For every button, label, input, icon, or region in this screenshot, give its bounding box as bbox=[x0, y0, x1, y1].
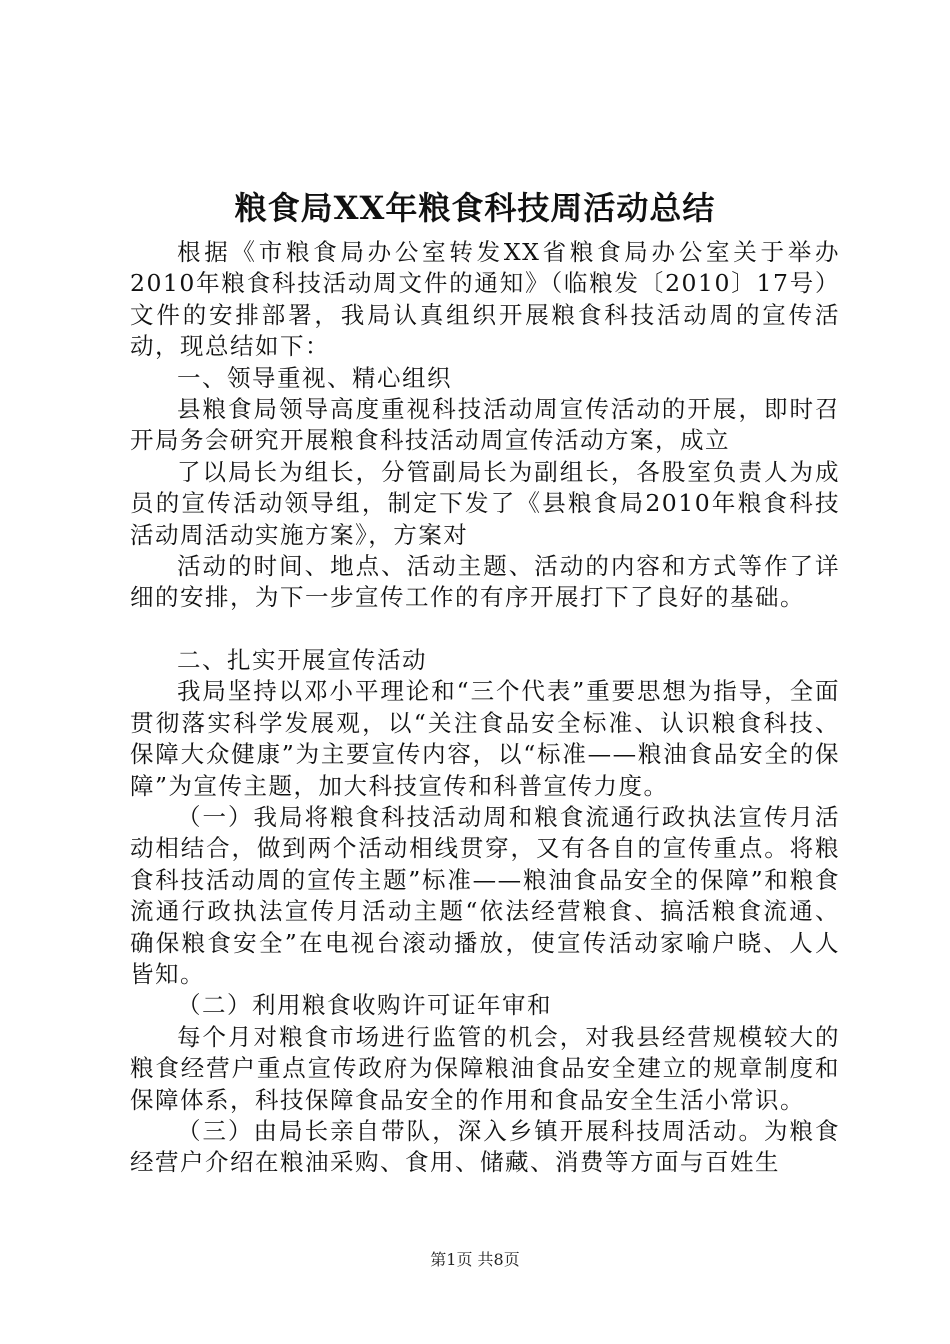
paragraph: （三）由局长亲自带队，深入乡镇开展科技周活动。为粮食经营户介绍在粮油采购、食用、储藏、消费等方面与百姓生 bbox=[130, 1116, 840, 1177]
paragraph: 了以局长为组长，分管副局长为副组长，各股室负责人为成员的宣传活动领导组，制定下发了《县粮食局2010年粮食科技活动周活动实施方案》，方案对 bbox=[130, 457, 840, 549]
paragraph-intro: 根据《市粮食局办公室转发XX省粮食局办公室关于举办2010年粮食科技活动周文件的通知》（临粮发〔2010〕17号）文件的安排部署，我局认真组织开展粮食科技活动周的宣传活动，现总结如下： bbox=[130, 238, 840, 361]
paragraph: 活动的时间、地点、活动主题、活动的内容和方式等作了详细的安排，为下一步宣传工作的有序开展打下了良好的基础。 bbox=[130, 552, 840, 612]
paragraph: 县粮食局领导高度重视科技活动周宣传活动的开展，即时召开局务会研究开展粮食科技活动周宣传活动方案，成立 bbox=[130, 395, 840, 455]
paragraph: （一）我局将粮食科技活动周和粮食流通行政执法宣传月活动相结合，做到两个活动相线贯穿，又有各自的宣传重点。将粮食科技活动周的宣传主题”标准——粮油食品安全的保障”和粮食流通行政执法宣传月活动主题“依法经营粮食、搞活粮食流通、确保粮食安全”在电视台滚动播放，使宣传活动家喻户晓、人人皆知。 bbox=[130, 802, 840, 988]
document-title: 粮食局XX年粮食科技周活动总结 bbox=[234, 189, 716, 227]
section-heading-1: 一、领导重视、精心组织 bbox=[177, 363, 452, 392]
paragraph: 我局坚持以邓小平理论和“三个代表”重要思想为指导，全面贯彻落实科学发展观，以“关注食品安全标准、认识粮食科技、保障大众健康”为主要宣传内容，以“标准——粮油食品安全的保障”为宣传主题，加大科技宣传和科普宣传力度。 bbox=[130, 677, 840, 800]
paragraph: 每个月对粮食市场进行监管的机会，对我县经营规模较大的粮食经营户重点宣传政府为保障粮油食品安全建立的规章制度和保障体系，科技保障食品安全的作用和食品安全生活小常识。 bbox=[130, 1022, 840, 1114]
page-number-footer: 第1页 共8页 bbox=[430, 1250, 520, 1269]
paragraph: （二）利用粮食收购许可证年审和 bbox=[177, 991, 552, 1020]
document-body bbox=[130, 237, 840, 1179]
section-heading-2: 二、扎实开展宣传活动 bbox=[177, 645, 427, 674]
